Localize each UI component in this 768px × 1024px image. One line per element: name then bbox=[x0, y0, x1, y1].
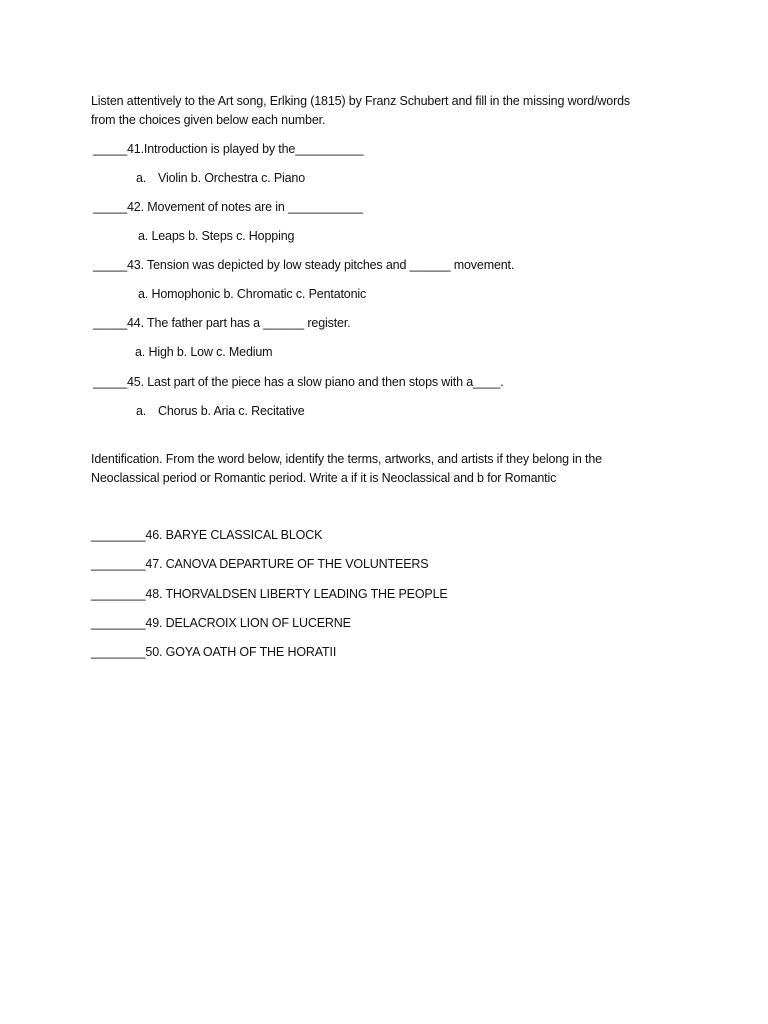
instructions-line: Listen attentively to the Art song, Erlking (1815) by Franz Schubert and fill in the missing word/words bbox=[91, 94, 630, 108]
identification-item-46: ________46. BARYE CLASSICAL BLOCK bbox=[91, 528, 323, 542]
question-42: _____42. Movement of notes are in ___________ bbox=[93, 200, 363, 214]
choice-letter: a. bbox=[136, 404, 147, 418]
question-42-choices: a. Leaps b. Steps c. Hopping bbox=[138, 229, 295, 243]
choice-options: Chorus b. Aria c. Recitative bbox=[158, 404, 305, 418]
choice-letter: a. bbox=[136, 171, 147, 185]
section1-instructions bbox=[91, 92, 630, 130]
question-41: _____41.Introduction is played by the__________ bbox=[93, 142, 364, 156]
instructions-line: Neoclassical period or Romantic period. Write a if it is Neoclassical and b for Romantic bbox=[91, 471, 557, 485]
question-45-choices bbox=[136, 402, 305, 421]
question-44: _____44. The father part has a ______ register. bbox=[93, 316, 351, 330]
question-45: _____45. Last part of the piece has a slow piano and then stops with a____. bbox=[93, 375, 504, 389]
identification-item-47: ________47. CANOVA DEPARTURE OF THE VOLUNTEERS bbox=[91, 557, 429, 571]
identification-item-48: ________48. THORVALDSEN LIBERTY LEADING THE PEOPLE bbox=[91, 587, 448, 601]
question-41-choices bbox=[136, 169, 305, 188]
instructions-line: Identification. From the word below, identify the terms, artworks, and artists if they belong in the bbox=[91, 452, 602, 466]
question-43: _____43. Tension was depicted by low steady pitches and ______ movement. bbox=[93, 258, 515, 272]
section2-instructions bbox=[91, 450, 602, 488]
choice-options: Violin b. Orchestra c. Piano bbox=[158, 171, 306, 185]
instructions-line: from the choices given below each number. bbox=[91, 113, 326, 127]
question-43-choices: a. Homophonic b. Chromatic c. Pentatonic bbox=[138, 287, 367, 301]
identification-item-49: ________49. DELACROIX LION OF LUCERNE bbox=[91, 616, 351, 630]
identification-item-50: ________50. GOYA OATH OF THE HORATII bbox=[91, 645, 337, 659]
question-44-choices: a. High b. Low c. Medium bbox=[135, 345, 273, 359]
